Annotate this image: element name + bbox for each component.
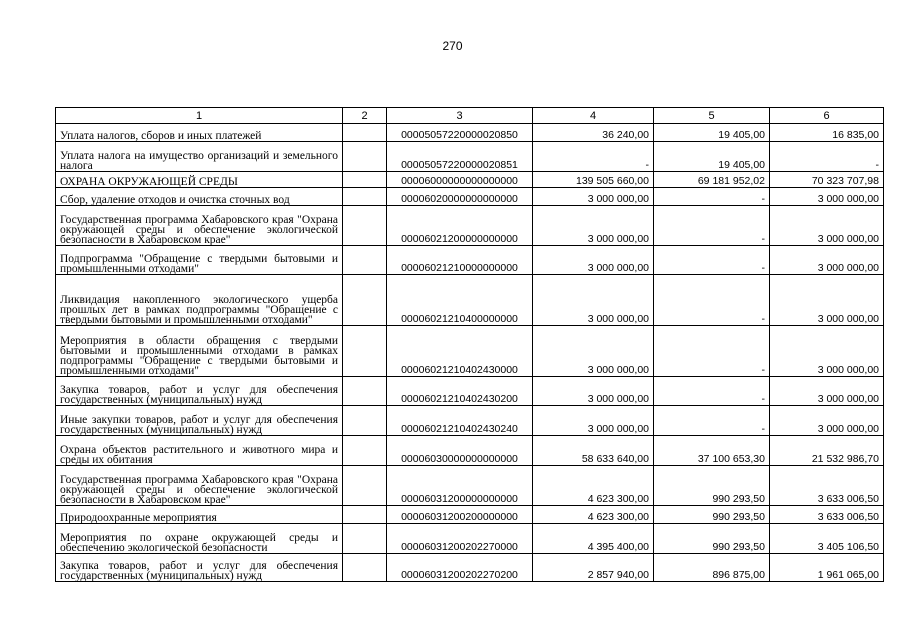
column-header-5: 5: [654, 108, 770, 124]
row-col2: [343, 124, 387, 142]
row-code: 00006021200000000000: [387, 206, 533, 246]
row-value-4: 3 000 000,00: [533, 377, 654, 406]
header-row: [56, 108, 884, 124]
row-value-5: -: [654, 275, 770, 326]
row-value-5: -: [654, 406, 770, 436]
row-name: Мероприятия в области обращения с твердыми бытовыми и промышленными отходами в рамках подпрограммы "Обращение с твердыми бытовыми и промышленными отходами": [56, 326, 343, 377]
row-value-5: 69 181 952,02: [654, 172, 770, 188]
column-header-4: 4: [533, 108, 654, 124]
row-col2: [343, 206, 387, 246]
row-value-4: 4 623 300,00: [533, 466, 654, 506]
row-value-4: 3 000 000,00: [533, 275, 654, 326]
table-row: [56, 524, 884, 554]
row-col2: [343, 142, 387, 172]
row-code: 00006031200200000000: [387, 506, 533, 524]
row-name: Государственная программа Хабаровского края "Охрана окружающей среды и обеспечение экологической безопасности в Хабаровском крае": [56, 466, 343, 506]
row-col2: [343, 554, 387, 582]
row-value-5: -: [654, 326, 770, 377]
row-name: Закупка товаров, работ и услуг для обеспечения государственных (муниципальных) нужд: [56, 377, 343, 406]
row-code: 00006021210402430200: [387, 377, 533, 406]
row-value-6: 3 633 006,50: [770, 506, 884, 524]
row-value-6: 21 532 986,70: [770, 436, 884, 466]
table-row: [56, 506, 884, 524]
row-col2: [343, 436, 387, 466]
row-col2: [343, 524, 387, 554]
page-number: 270: [442, 39, 463, 53]
column-header-6: 6: [770, 108, 884, 124]
row-value-6: 3 633 006,50: [770, 466, 884, 506]
row-value-6: 70 323 707,98: [770, 172, 884, 188]
row-name: Сбор, удаление отходов и очистка сточных вод: [56, 188, 343, 206]
row-col2: [343, 406, 387, 436]
row-code: 00006021210400000000: [387, 275, 533, 326]
row-value-6: 3 405 106,50: [770, 524, 884, 554]
row-name: Государственная программа Хабаровского края "Охрана окружающей среды и обеспечение экологической безопасности в Хабаровском крае": [56, 206, 343, 246]
row-value-5: 896 875,00: [654, 554, 770, 582]
row-code: 00006021210000000000: [387, 246, 533, 275]
row-value-6: 16 835,00: [770, 124, 884, 142]
row-col2: [343, 172, 387, 188]
table-row: [56, 554, 884, 582]
row-code: 00006020000000000000: [387, 188, 533, 206]
row-value-5: 37 100 653,30: [654, 436, 770, 466]
row-value-4: 3 000 000,00: [533, 246, 654, 275]
row-col2: [343, 275, 387, 326]
row-value-6: 3 000 000,00: [770, 377, 884, 406]
row-code: 00006000000000000000: [387, 172, 533, 188]
row-value-4: 3 000 000,00: [533, 206, 654, 246]
column-header-2: 2: [343, 108, 387, 124]
row-name: Мероприятия по охране окружающей среды и обеспечению экологической безопасности: [56, 524, 343, 554]
row-value-4: 58 633 640,00: [533, 436, 654, 466]
row-value-6: -: [770, 142, 884, 172]
row-code: 00006031200202270000: [387, 524, 533, 554]
row-value-6: 3 000 000,00: [770, 246, 884, 275]
row-code: 00005057220000020851: [387, 142, 533, 172]
row-value-4: 4 395 400,00: [533, 524, 654, 554]
row-value-4: 4 623 300,00: [533, 506, 654, 524]
row-code: 00005057220000020850: [387, 124, 533, 142]
row-code: 00006021210402430240: [387, 406, 533, 436]
row-value-5: 19 405,00: [654, 142, 770, 172]
column-header-3: 3: [387, 108, 533, 124]
row-value-6: 3 000 000,00: [770, 406, 884, 436]
row-value-4: 36 240,00: [533, 124, 654, 142]
table-row: [56, 142, 884, 172]
row-value-5: 990 293,50: [654, 524, 770, 554]
column-header-1: 1: [56, 108, 343, 124]
row-value-4: 3 000 000,00: [533, 188, 654, 206]
table-row: [56, 275, 884, 326]
row-value-6: 3 000 000,00: [770, 275, 884, 326]
row-name: Охрана объектов растительного и животного мира и среды их обитания: [56, 436, 343, 466]
row-value-5: 990 293,50: [654, 466, 770, 506]
row-col2: [343, 466, 387, 506]
row-value-5: -: [654, 377, 770, 406]
row-name: ОХРАНА ОКРУЖАЮЩЕЙ СРЕДЫ: [56, 172, 343, 188]
row-col2: [343, 377, 387, 406]
table-row: [56, 436, 884, 466]
row-code: 00006031200202270200: [387, 554, 533, 582]
row-value-5: 19 405,00: [654, 124, 770, 142]
row-code: 00006031200000000000: [387, 466, 533, 506]
table-row: [56, 246, 884, 275]
budget-table: [55, 107, 884, 582]
row-col2: [343, 326, 387, 377]
row-value-5: -: [654, 206, 770, 246]
row-value-4: 3 000 000,00: [533, 326, 654, 377]
row-name: Иные закупки товаров, работ и услуг для обеспечения государственных (муниципальных) нужд: [56, 406, 343, 436]
row-value-6: 3 000 000,00: [770, 206, 884, 246]
table-row: [56, 206, 884, 246]
row-value-6: 3 000 000,00: [770, 326, 884, 377]
row-value-5: 990 293,50: [654, 506, 770, 524]
table-row: [56, 172, 884, 188]
table-row: [56, 377, 884, 406]
row-value-4: 2 857 940,00: [533, 554, 654, 582]
row-col2: [343, 246, 387, 275]
row-name: Уплата налогов, сборов и иных платежей: [56, 124, 343, 142]
row-name: Подпрограмма "Обращение с твердыми бытовыми и промышленными отходами": [56, 246, 343, 275]
row-name: Уплата налога на имущество организаций и земельного налога: [56, 142, 343, 172]
row-col2: [343, 506, 387, 524]
row-value-4: 3 000 000,00: [533, 406, 654, 436]
table-row: [56, 466, 884, 506]
row-name: Ликвидация накопленного экологического ущерба прошлых лет в рамках подпрограммы "Обращение с твердыми бытовыми и промышленными отходами": [56, 275, 343, 326]
row-value-5: -: [654, 246, 770, 275]
row-value-6: 1 961 065,00: [770, 554, 884, 582]
table-row: [56, 188, 884, 206]
row-name: Закупка товаров, работ и услуг для обеспечения государственных (муниципальных) нужд: [56, 554, 343, 582]
row-value-5: -: [654, 188, 770, 206]
row-value-4: 139 505 660,00: [533, 172, 654, 188]
table-row: [56, 406, 884, 436]
row-code: 00006021210402430000: [387, 326, 533, 377]
row-value-4: -: [533, 142, 654, 172]
table-row: [56, 326, 884, 377]
row-value-6: 3 000 000,00: [770, 188, 884, 206]
row-code: 00006030000000000000: [387, 436, 533, 466]
row-name: Природоохранные мероприятия: [56, 506, 343, 524]
row-col2: [343, 188, 387, 206]
table-row: [56, 124, 884, 142]
